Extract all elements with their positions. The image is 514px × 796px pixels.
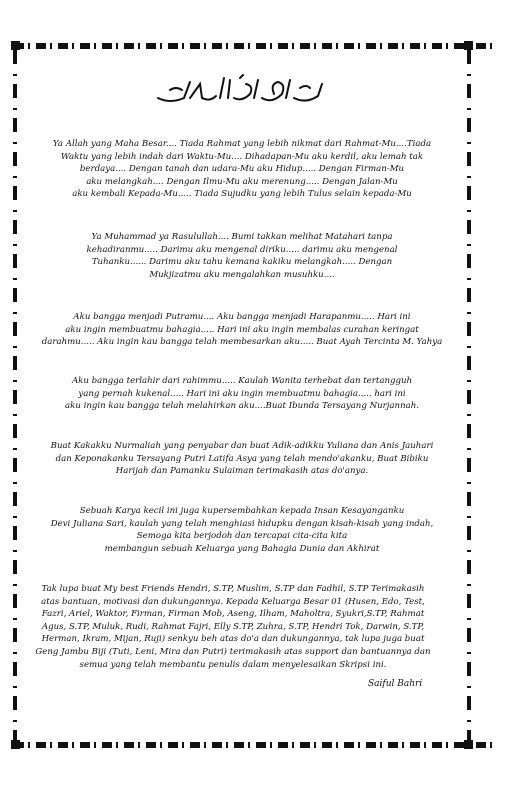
text-line: aku melangkah.... Dengan Ilmu-Mu aku merenung..... Dengan Jalan-Mu — [86, 176, 398, 187]
paragraph-ayah — [22, 311, 462, 349]
text-line: membangun sebuah Keluarga yang Bahagia Dunia dan Akhirat — [104, 543, 380, 554]
text-line: Tak lupa buat My best Friends Hendri, S.TP, Muslim, S.TP dan Fadhil, S.TP Terimakasih — [41, 584, 425, 594]
frame-left-border — [13, 50, 17, 742]
text-line: Devi Juliana Sari, kaulah yang telah menghiasi hidupku dengan kisah-kisah yang indah, — [50, 518, 434, 529]
frame-corner-ornament — [464, 41, 473, 50]
text-line: aku ingin kau bangga telah melahirkan aku....Buat Ibunda Tersayang Nurjannah. — [64, 401, 419, 412]
text-line: Harijah dan Pamanku Sulaiman terimakasih atas do'anya. — [115, 466, 369, 477]
text-line: Buat Kakakku Nurmaliah yang penyabar dan buat Adik-adikku Yuliana dan Anis Jauhari — [50, 441, 434, 451]
author-signature: Saiful Bahri — [368, 679, 423, 689]
paragraph-keluarga — [22, 440, 462, 478]
text-line: atas bantuan, motivasi dan dukungannya. Kepada Keluarga Besar 01 (Husen, Edo, Test, — [41, 596, 425, 607]
text-line: Ya Muhammad ya Rasulullah.... Bumi takkan melihat Matahari tanpa — [91, 232, 393, 242]
bismillah-calligraphy — [150, 70, 330, 110]
text-line: aku kembali Kepada-Mu..... Tiada Sujudku yang lebih Tulus selain kepada-Mu — [72, 189, 412, 200]
frame-corner-ornament — [11, 740, 20, 749]
text-line: Sebuah Karya kecil ini juga kupersembahkan kepada Insan Kesayanganku — [79, 506, 405, 516]
frame-bottom-border — [14, 742, 498, 748]
text-line: Semoga kita berjodoh dan tercapai cita-cita kita — [136, 531, 348, 542]
text-line: yang pernah kukenal..... Hari ini aku ingin membuatmu bahagia..... hari ini — [78, 388, 406, 399]
text-line: Geng Jambu Biji (Tuti, Leni, Mira dan Putri) terimakasih atas support dan bantuannya dan — [35, 646, 431, 657]
text-line: Aku bangga terlahir dari rahimmu..... Kaulah Wanita terhebat dan tertangguh — [71, 376, 413, 386]
paragraph-ibunda — [22, 375, 462, 413]
text-line: dan Keponakanku Tersayang Putri Latifa Asya yang telah mendo'akanku, Buat Bibiku — [55, 453, 429, 464]
text-line: Agus, S.TP, Muluk, Rudi, Rahmat Fajri, Elly S.TP, Zuhra, S.TP, Hendri Tok, Darwin, S.TP, — [41, 621, 425, 632]
paragraph-sahabat — [24, 583, 442, 671]
text-line: Herman, Ikram, Mijan, Ruji) senkyu beh atas do'a dan dukungannya, tak lupa juga buat — [41, 634, 425, 645]
text-line: Waktu yang lebih indah dari Waktu-Mu.... Dihadapan-Mu aku kerdil, aku lemah tak — [60, 151, 424, 162]
text-line: Fazri, Ariel, Waktor, Firman, Firman Mob, Aseng, Ilham, Maholtra, Syukri,S.TP, Rahmat — [41, 609, 425, 620]
text-line: Aku bangga menjadi Putramu.... Aku bangga menjadi Harapanmu..... Hari ini — [73, 312, 411, 322]
paragraph-rasulullah — [22, 231, 462, 281]
text-line: semua yang telah membantu penulis dalam menyelesaikan Skripsi ini. — [79, 659, 387, 670]
text-line: Ya Allah yang Maha Besar.... Tiada Rahmat yang lebih nikmat dari Rahmat-Mu....Tiada — [52, 139, 432, 149]
frame-corner-ornament — [464, 740, 473, 749]
frame-top-border — [14, 43, 498, 49]
text-line: kehadiranmu..... Darimu aku mengenal diriku..... darimu aku mengenal — [86, 244, 398, 255]
paragraph-doa — [22, 138, 462, 201]
paragraph-persembahan — [22, 505, 462, 555]
text-line: Mukjizatmu aku mengalahkan musuhku.... — [149, 269, 335, 280]
text-line: aku ingin membuatmu bahagia..... Hari ini aku ingin membalas curahan keringat — [65, 324, 419, 335]
text-line: darahmu..... Aku ingin kau bangga telah membesarkan aku..... Buat Ayah Tercinta M. Yahya — [41, 337, 443, 348]
frame-right-border — [467, 50, 471, 742]
frame-corner-ornament — [11, 41, 20, 50]
text-line: Tuhanku...... Darimu aku tahu kemana kakiku melangkah..... Dengan — [91, 257, 393, 268]
text-line: berdaya.... Dengan tanah dan udara-Mu aku Hidup..... Dengan Firman-Mu — [79, 164, 405, 175]
